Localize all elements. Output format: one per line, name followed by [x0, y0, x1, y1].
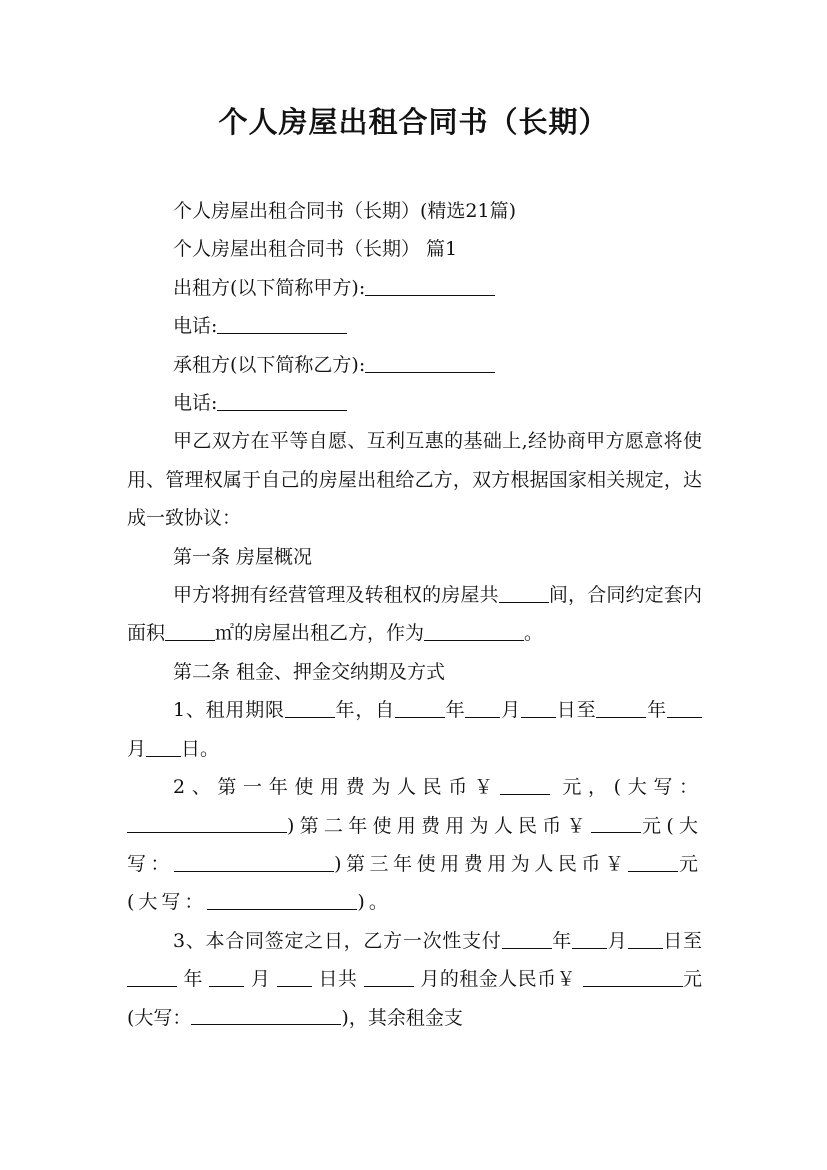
- text-fragment: 日共: [318, 968, 358, 991]
- pay-end-month-blank[interactable]: [209, 966, 244, 987]
- text-fragment: 元(大写：: [127, 968, 702, 1029]
- area-blank[interactable]: [165, 620, 215, 641]
- text-fragment: 年: [183, 968, 203, 991]
- text-fragment: 年: [551, 929, 573, 952]
- section-heading: 个人房屋出租合同书（长期） 篇1: [173, 238, 458, 261]
- text-fragment: 。: [524, 622, 544, 645]
- article-1-paragraph: [127, 576, 702, 653]
- document-body: [127, 192, 702, 1037]
- start-day-blank[interactable]: [521, 697, 556, 718]
- text-fragment: 元(大写：: [127, 814, 702, 875]
- document-title: 个人房屋出租合同书（长期）: [218, 105, 609, 139]
- fee-paragraph: [127, 768, 702, 922]
- lessor-phone-label: 电话:: [173, 315, 218, 338]
- text-fragment: 日至: [556, 699, 597, 722]
- text-fragment: 1、租用期限: [173, 699, 285, 722]
- lessee-blank[interactable]: [365, 352, 495, 373]
- term-paragraph: [127, 691, 702, 768]
- text-fragment: 日。: [181, 737, 220, 760]
- article-2-heading: 第二条 租金、押金交纳期及方式: [173, 660, 446, 683]
- pay-amount-words-blank[interactable]: [191, 1004, 341, 1025]
- years-blank[interactable]: [285, 697, 335, 718]
- article-1-heading: 第一条 房屋概况: [173, 545, 313, 568]
- text-fragment: 月: [250, 968, 271, 991]
- pay-amount-blank[interactable]: [583, 966, 683, 987]
- text-fragment: )第三年使用费用为人民币￥: [334, 852, 629, 875]
- lessor-blank[interactable]: [365, 275, 495, 296]
- pay-end-year-blank[interactable]: [127, 966, 177, 987]
- subtitle-line: 个人房屋出租合同书（长期）(精选21篇): [173, 200, 517, 222]
- pay-start-year-blank[interactable]: [502, 928, 552, 949]
- pay-months-blank[interactable]: [364, 966, 414, 987]
- text-fragment: 间，合同约定套内面积: [127, 584, 702, 645]
- lessor-line: [127, 269, 702, 307]
- payment-paragraph: [127, 922, 702, 1037]
- text-fragment: 年: [444, 699, 466, 722]
- text-fragment: 日至: [662, 929, 702, 952]
- lessor-label: 出租方(以下简称甲方):: [173, 276, 366, 299]
- text-fragment: 月: [127, 737, 147, 760]
- text-fragment: )第二年使用费用为人民币￥: [287, 814, 591, 837]
- intro-paragraph: 甲乙双方在平等自愿、互利互惠的基础上,经协商甲方愿意将使用、管理权属于自己的房屋出租给乙方，双方根据国家相关规定，达成一致协议：: [127, 430, 702, 530]
- fee-year2-blank[interactable]: [591, 812, 641, 833]
- text-fragment: ㎡的房屋出租乙方，作为: [215, 622, 425, 645]
- fee-year3-words-blank[interactable]: [207, 889, 357, 910]
- lessor-phone-line: [127, 307, 702, 345]
- text-fragment: 元，(大写：: [562, 776, 702, 799]
- text-fragment: )。: [357, 891, 392, 914]
- end-year-blank[interactable]: [596, 697, 646, 718]
- pay-end-day-blank[interactable]: [277, 966, 312, 987]
- lessee-phone-blank[interactable]: [217, 390, 347, 411]
- start-year-blank[interactable]: [395, 697, 445, 718]
- usage-blank[interactable]: [424, 620, 524, 641]
- pay-start-day-blank[interactable]: [628, 928, 663, 949]
- fee-year1-words-blank[interactable]: [127, 812, 287, 833]
- lessor-phone-blank[interactable]: [217, 313, 347, 334]
- lessee-label: 承租方(以下简称乙方):: [173, 353, 366, 376]
- text-fragment: 月的租金人民币￥: [420, 968, 576, 991]
- lessee-phone-line: [127, 384, 702, 422]
- fee-year3-blank[interactable]: [628, 851, 678, 872]
- lessee-line: [127, 346, 702, 384]
- text-fragment: 月: [500, 699, 522, 722]
- text-fragment: 2、第一年使用费为人民币￥: [173, 776, 500, 799]
- text-fragment: 甲方将拥有经营管理及转租权的房屋共: [173, 584, 499, 607]
- start-month-blank[interactable]: [465, 697, 500, 718]
- text-fragment: 3、本合同签定之日，乙方一次性支付: [173, 929, 502, 952]
- text-fragment: )，其余租金支: [341, 1006, 463, 1029]
- end-day-blank[interactable]: [146, 736, 181, 757]
- lessee-phone-label: 电话:: [173, 392, 218, 415]
- pay-start-month-blank[interactable]: [572, 928, 607, 949]
- text-fragment: 月: [607, 929, 628, 952]
- text-fragment: 元(大写：: [127, 852, 702, 914]
- rooms-blank[interactable]: [499, 582, 549, 603]
- text-fragment: 年: [646, 699, 667, 722]
- end-month-blank[interactable]: [667, 697, 702, 718]
- fee-year1-blank[interactable]: [500, 774, 550, 795]
- text-fragment: 年，自: [334, 699, 395, 722]
- fee-year2-words-blank[interactable]: [174, 851, 334, 872]
